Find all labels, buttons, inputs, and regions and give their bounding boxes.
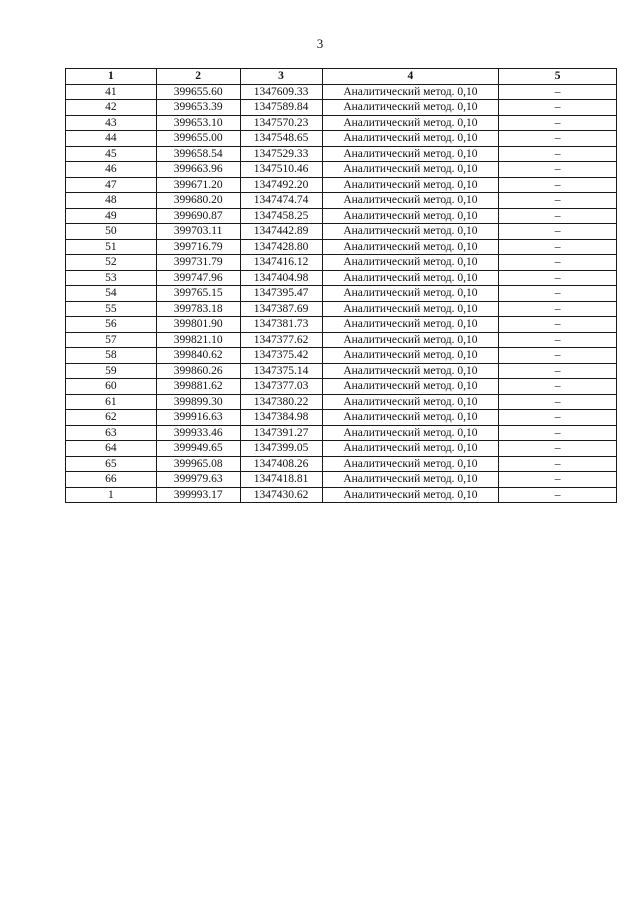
method-cell: Аналитический метод. 0,10 [322, 348, 499, 364]
point-number-cell: 44 [66, 131, 157, 147]
method-cell: Аналитический метод. 0,10 [322, 487, 499, 503]
x-coordinate-cell: 399655.00 [156, 131, 240, 147]
page-number: 3 [316, 36, 324, 51]
y-coordinate-cell: 1347418.81 [240, 472, 322, 488]
note-cell: – [499, 441, 617, 457]
point-number-cell: 64 [66, 441, 157, 457]
note-cell: – [499, 301, 617, 317]
x-coordinate-cell: 399655.60 [156, 84, 240, 100]
table-row [66, 425, 617, 441]
table-row [66, 456, 617, 472]
point-number-cell: 62 [66, 410, 157, 426]
point-number-cell: 59 [66, 363, 157, 379]
header-col-2: 2 [156, 69, 240, 85]
coordinates-table [65, 68, 617, 503]
x-coordinate-cell: 399979.63 [156, 472, 240, 488]
table-row [66, 162, 617, 178]
table-row [66, 193, 617, 209]
point-number-cell: 47 [66, 177, 157, 193]
x-coordinate-cell: 399993.17 [156, 487, 240, 503]
header-col-5: 5 [499, 69, 617, 85]
table-row [66, 410, 617, 426]
x-coordinate-cell: 399671.20 [156, 177, 240, 193]
point-number-cell: 49 [66, 208, 157, 224]
point-number-cell: 46 [66, 162, 157, 178]
table-row [66, 286, 617, 302]
point-number-cell: 43 [66, 115, 157, 131]
y-coordinate-cell: 1347589.84 [240, 100, 322, 116]
method-cell: Аналитический метод. 0,10 [322, 100, 499, 116]
x-coordinate-cell: 399690.87 [156, 208, 240, 224]
note-cell: – [499, 410, 617, 426]
method-cell: Аналитический метод. 0,10 [322, 332, 499, 348]
y-coordinate-cell: 1347529.33 [240, 146, 322, 162]
point-number-cell: 52 [66, 255, 157, 271]
point-number-cell: 63 [66, 425, 157, 441]
point-number-cell: 61 [66, 394, 157, 410]
point-number-cell: 45 [66, 146, 157, 162]
point-number-cell: 54 [66, 286, 157, 302]
table-row [66, 379, 617, 395]
y-coordinate-cell: 1347430.62 [240, 487, 322, 503]
x-coordinate-cell: 399840.62 [156, 348, 240, 364]
y-coordinate-cell: 1347399.05 [240, 441, 322, 457]
point-number-cell: 65 [66, 456, 157, 472]
point-number-cell: 1 [66, 487, 157, 503]
table-row [66, 131, 617, 147]
header-col-1: 1 [66, 69, 157, 85]
point-number-cell: 51 [66, 239, 157, 255]
note-cell: – [499, 115, 617, 131]
method-cell: Аналитический метод. 0,10 [322, 379, 499, 395]
note-cell: – [499, 208, 617, 224]
method-cell: Аналитический метод. 0,10 [322, 84, 499, 100]
table-row [66, 317, 617, 333]
table-header [66, 69, 617, 85]
y-coordinate-cell: 1347570.23 [240, 115, 322, 131]
note-cell: – [499, 394, 617, 410]
note-cell: – [499, 317, 617, 333]
table-row [66, 301, 617, 317]
y-coordinate-cell: 1347458.25 [240, 208, 322, 224]
x-coordinate-cell: 399731.79 [156, 255, 240, 271]
note-cell: – [499, 84, 617, 100]
y-coordinate-cell: 1347609.33 [240, 84, 322, 100]
method-cell: Аналитический метод. 0,10 [322, 425, 499, 441]
point-number-cell: 58 [66, 348, 157, 364]
note-cell: – [499, 162, 617, 178]
table-row [66, 363, 617, 379]
y-coordinate-cell: 1347380.22 [240, 394, 322, 410]
table-row [66, 100, 617, 116]
y-coordinate-cell: 1347492.20 [240, 177, 322, 193]
method-cell: Аналитический метод. 0,10 [322, 162, 499, 178]
method-cell: Аналитический метод. 0,10 [322, 363, 499, 379]
note-cell: – [499, 425, 617, 441]
note-cell: – [499, 472, 617, 488]
x-coordinate-cell: 399680.20 [156, 193, 240, 209]
note-cell: – [499, 100, 617, 116]
note-cell: – [499, 131, 617, 147]
x-coordinate-cell: 399965.08 [156, 456, 240, 472]
note-cell: – [499, 332, 617, 348]
x-coordinate-cell: 399663.96 [156, 162, 240, 178]
note-cell: – [499, 348, 617, 364]
table-row [66, 394, 617, 410]
x-coordinate-cell: 399881.62 [156, 379, 240, 395]
method-cell: Аналитический метод. 0,10 [322, 146, 499, 162]
table-row [66, 487, 617, 503]
table-row [66, 177, 617, 193]
table-row [66, 146, 617, 162]
y-coordinate-cell: 1347442.89 [240, 224, 322, 240]
method-cell: Аналитический метод. 0,10 [322, 115, 499, 131]
method-cell: Аналитический метод. 0,10 [322, 208, 499, 224]
header-col-4: 4 [322, 69, 499, 85]
method-cell: Аналитический метод. 0,10 [322, 394, 499, 410]
y-coordinate-cell: 1347428.80 [240, 239, 322, 255]
x-coordinate-cell: 399899.30 [156, 394, 240, 410]
method-cell: Аналитический метод. 0,10 [322, 193, 499, 209]
note-cell: – [499, 379, 617, 395]
y-coordinate-cell: 1347375.14 [240, 363, 322, 379]
y-coordinate-cell: 1347387.69 [240, 301, 322, 317]
method-cell: Аналитический метод. 0,10 [322, 301, 499, 317]
note-cell: – [499, 193, 617, 209]
note-cell: – [499, 270, 617, 286]
table-row [66, 239, 617, 255]
point-number-cell: 60 [66, 379, 157, 395]
point-number-cell: 55 [66, 301, 157, 317]
note-cell: – [499, 255, 617, 271]
x-coordinate-cell: 399653.10 [156, 115, 240, 131]
note-cell: – [499, 363, 617, 379]
method-cell: Аналитический метод. 0,10 [322, 255, 499, 271]
x-coordinate-cell: 399933.46 [156, 425, 240, 441]
method-cell: Аналитический метод. 0,10 [322, 286, 499, 302]
x-coordinate-cell: 399801.90 [156, 317, 240, 333]
y-coordinate-cell: 1347408.26 [240, 456, 322, 472]
table-row [66, 224, 617, 240]
point-number-cell: 53 [66, 270, 157, 286]
y-coordinate-cell: 1347391.27 [240, 425, 322, 441]
note-cell: – [499, 177, 617, 193]
y-coordinate-cell: 1347395.47 [240, 286, 322, 302]
table-row [66, 348, 617, 364]
x-coordinate-cell: 399716.79 [156, 239, 240, 255]
header-col-3: 3 [240, 69, 322, 85]
y-coordinate-cell: 1347384.98 [240, 410, 322, 426]
note-cell: – [499, 487, 617, 503]
note-cell: – [499, 224, 617, 240]
y-coordinate-cell: 1347416.12 [240, 255, 322, 271]
y-coordinate-cell: 1347377.62 [240, 332, 322, 348]
note-cell: – [499, 146, 617, 162]
point-number-cell: 57 [66, 332, 157, 348]
method-cell: Аналитический метод. 0,10 [322, 239, 499, 255]
table-row [66, 255, 617, 271]
table-row [66, 84, 617, 100]
x-coordinate-cell: 399703.11 [156, 224, 240, 240]
point-number-cell: 42 [66, 100, 157, 116]
point-number-cell: 41 [66, 84, 157, 100]
x-coordinate-cell: 399860.26 [156, 363, 240, 379]
x-coordinate-cell: 399916.63 [156, 410, 240, 426]
point-number-cell: 66 [66, 472, 157, 488]
table-row [66, 472, 617, 488]
method-cell: Аналитический метод. 0,10 [322, 131, 499, 147]
table-row [66, 208, 617, 224]
table-row [66, 441, 617, 457]
x-coordinate-cell: 399658.54 [156, 146, 240, 162]
y-coordinate-cell: 1347474.74 [240, 193, 322, 209]
method-cell: Аналитический метод. 0,10 [322, 441, 499, 457]
note-cell: – [499, 456, 617, 472]
y-coordinate-cell: 1347377.03 [240, 379, 322, 395]
y-coordinate-cell: 1347510.46 [240, 162, 322, 178]
x-coordinate-cell: 399949.65 [156, 441, 240, 457]
y-coordinate-cell: 1347375.42 [240, 348, 322, 364]
note-cell: – [499, 286, 617, 302]
y-coordinate-cell: 1347404.98 [240, 270, 322, 286]
y-coordinate-cell: 1347381.73 [240, 317, 322, 333]
method-cell: Аналитический метод. 0,10 [322, 456, 499, 472]
x-coordinate-cell: 399783.18 [156, 301, 240, 317]
x-coordinate-cell: 399821.10 [156, 332, 240, 348]
point-number-cell: 48 [66, 193, 157, 209]
table-body [66, 84, 617, 503]
y-coordinate-cell: 1347548.65 [240, 131, 322, 147]
table-row [66, 332, 617, 348]
x-coordinate-cell: 399765.15 [156, 286, 240, 302]
table-row [66, 115, 617, 131]
point-number-cell: 56 [66, 317, 157, 333]
note-cell: – [499, 239, 617, 255]
method-cell: Аналитический метод. 0,10 [322, 317, 499, 333]
method-cell: Аналитический метод. 0,10 [322, 224, 499, 240]
method-cell: Аналитический метод. 0,10 [322, 270, 499, 286]
point-number-cell: 50 [66, 224, 157, 240]
method-cell: Аналитический метод. 0,10 [322, 177, 499, 193]
method-cell: Аналитический метод. 0,10 [322, 472, 499, 488]
table-row [66, 270, 617, 286]
method-cell: Аналитический метод. 0,10 [322, 410, 499, 426]
header-row [66, 69, 617, 85]
x-coordinate-cell: 399747.96 [156, 270, 240, 286]
x-coordinate-cell: 399653.39 [156, 100, 240, 116]
